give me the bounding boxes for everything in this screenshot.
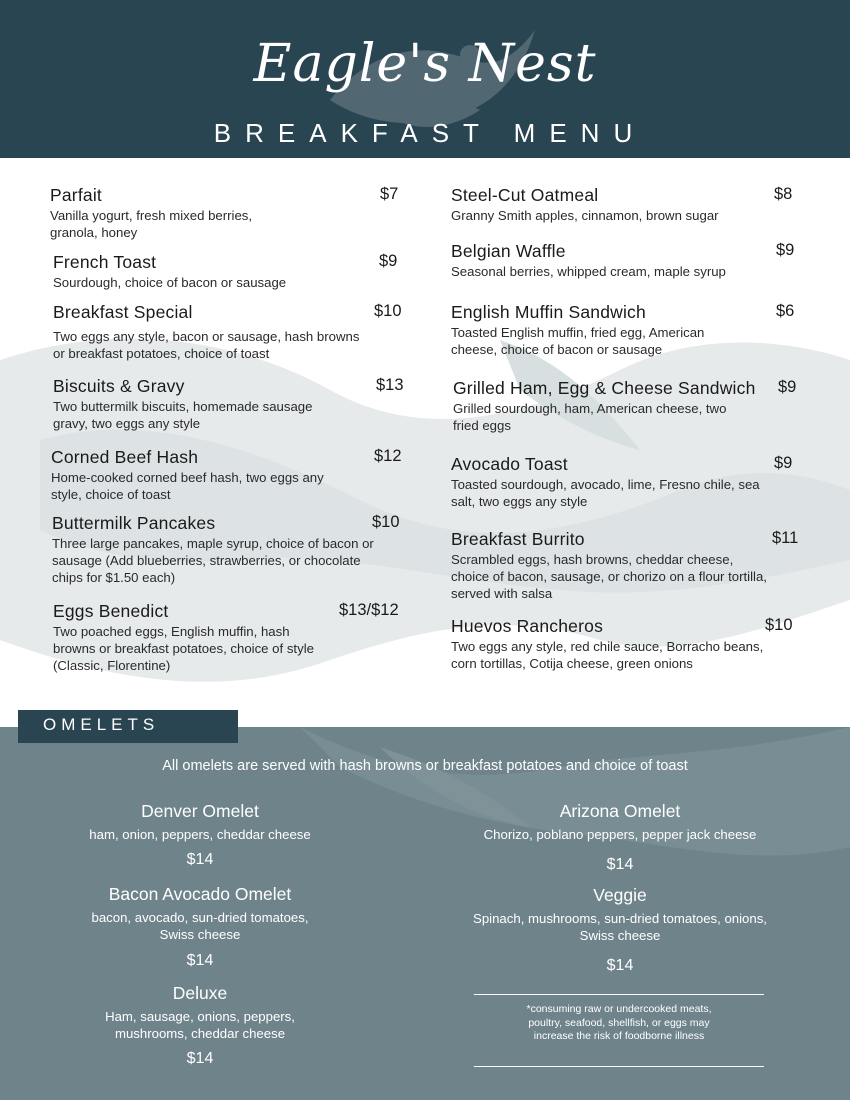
menu-item <box>52 513 382 586</box>
menu-item <box>50 185 370 241</box>
food-safety-disclaimer: *consuming raw or undercooked meats, poultry, seafood, shellfish, or eggs may increase the risk of foodborne illness <box>526 1003 712 1042</box>
item-description: Scrambled eggs, hash browns, cheddar cheese, choice of bacon, sausage, or chorizo on a flour tortilla, served with salsa <box>451 552 767 601</box>
omelet-name: Veggie <box>593 885 647 905</box>
item-name: Buttermilk Pancakes <box>52 513 216 533</box>
item-price: $8 <box>774 185 793 203</box>
item-description: Granny Smith apples, cinnamon, brown sugar <box>451 208 719 223</box>
item-description: Seasonal berries, whipped cream, maple syrup <box>451 264 726 279</box>
item-price: $13 <box>376 376 404 394</box>
item-name: Biscuits & Gravy <box>53 376 185 396</box>
omelet-name: Bacon Avocado Omelet <box>108 884 292 904</box>
item-price: $9 <box>379 252 398 270</box>
brand-name: Eagle's Nest <box>253 34 597 94</box>
item-name: Breakfast Burrito <box>451 529 585 549</box>
item-description: Two eggs any style, red chile sauce, Borracho beans, corn tortillas, Cotija cheese, green onions <box>451 639 764 671</box>
item-name: Steel-Cut Oatmeal <box>451 185 599 205</box>
omelet-item <box>460 884 780 944</box>
omelet-price: $14 <box>186 1050 214 1067</box>
item-name: Avocado Toast <box>451 454 568 474</box>
item-price: $10 <box>372 513 400 531</box>
item-description: Two poached eggs, English muffin, hash browns or breakfast potatoes, choice of style (Classic, Florentine) <box>53 624 314 673</box>
item-name: Huevos Rancheros <box>451 616 604 636</box>
omelet-price: $14 <box>606 957 634 974</box>
menu-item <box>53 252 373 291</box>
omelet-name: Deluxe <box>172 983 228 1003</box>
item-name: Parfait <box>50 185 102 205</box>
item-name: Corned Beef Hash <box>51 447 199 467</box>
item-price: $10 <box>374 302 402 320</box>
item-name: Eggs Benedict <box>53 601 169 621</box>
omelet-item <box>60 982 340 1042</box>
omelet-description: Ham, sausage, onions, peppers, mushrooms, cheddar cheese <box>105 1009 295 1041</box>
item-name: French Toast <box>53 252 157 272</box>
item-price: $6 <box>776 302 795 320</box>
item-price: $10 <box>765 616 793 634</box>
menu-header <box>0 0 850 158</box>
item-price: $11 <box>772 529 799 547</box>
item-description: Sourdough, choice of bacon or sausage <box>53 275 287 290</box>
item-price: $12 <box>374 447 402 465</box>
omelet-name: Denver Omelet <box>141 801 259 821</box>
omelet-price: $14 <box>186 851 214 868</box>
item-price: $9 <box>778 378 797 396</box>
omelet-name: Arizona Omelet <box>559 801 681 821</box>
item-price: $9 <box>774 454 793 472</box>
item-description: Two buttermilk biscuits, homemade sausage gravy, two eggs any style <box>53 399 313 431</box>
item-description: Toasted English muffin, fried egg, American cheese, choice of bacon or sausage <box>451 325 705 357</box>
item-name: Breakfast Special <box>53 302 193 322</box>
menu-item <box>53 601 323 674</box>
item-price: $7 <box>380 185 399 203</box>
item-description: Vanilla yogurt, fresh mixed berries, granola, honey <box>50 208 253 240</box>
omelet-description: ham, onion, peppers, cheddar cheese <box>89 827 311 842</box>
menu-item <box>53 302 363 362</box>
menu-item <box>53 376 323 432</box>
omelet-item <box>60 800 340 843</box>
omelet-item <box>60 883 340 943</box>
omelet-price: $14 <box>186 952 214 969</box>
menu-item <box>451 616 776 672</box>
menu-item <box>451 454 771 510</box>
menu-item <box>453 378 783 434</box>
omelet-price: $14 <box>606 856 634 873</box>
item-price: $13/$12 <box>339 601 399 619</box>
item-price: $9 <box>776 241 795 259</box>
menu-item <box>451 529 771 602</box>
omelets-note: All omelets are served with hash browns or breakfast potatoes and choice of toast <box>162 758 688 774</box>
section-title: OMELETS <box>43 715 160 734</box>
item-description: Three large pancakes, maple syrup, choice of bacon or sausage (Add blueberries, strawberries, or chocolate chips for $1.50 each) <box>52 536 374 585</box>
menu-item <box>451 302 761 358</box>
item-name: Belgian Waffle <box>451 241 566 261</box>
item-name: English Muffin Sandwich <box>451 302 646 322</box>
omelet-description: Chorizo, poblano peppers, pepper jack cheese <box>483 827 757 842</box>
item-description: Home-cooked corned beef hash, two eggs any style, choice of toast <box>51 470 324 502</box>
menu-item <box>451 241 741 280</box>
omelets-heading-tab <box>18 710 238 743</box>
divider-line <box>474 994 764 995</box>
menu-item <box>451 185 771 224</box>
item-name: Grilled Ham, Egg & Cheese Sandwich <box>453 378 756 398</box>
omelet-item <box>460 800 780 843</box>
menu-item <box>51 447 351 503</box>
omelet-description: bacon, avocado, sun-dried tomatoes, Swiss cheese <box>91 910 309 942</box>
omelet-description: Spinach, mushrooms, sun-dried tomatoes, onions, Swiss cheese <box>473 911 767 943</box>
item-description: Two eggs any style, bacon or sausage, hash browns or breakfast potatoes, choice of toast <box>53 329 360 361</box>
item-description: Toasted sourdough, avocado, lime, Fresno chile, sea salt, two eggs any style <box>451 477 760 509</box>
menu-title: BREAKFAST MENU <box>213 118 647 148</box>
divider-line <box>474 1066 764 1067</box>
item-description: Grilled sourdough, ham, American cheese, two fried eggs <box>453 401 727 433</box>
